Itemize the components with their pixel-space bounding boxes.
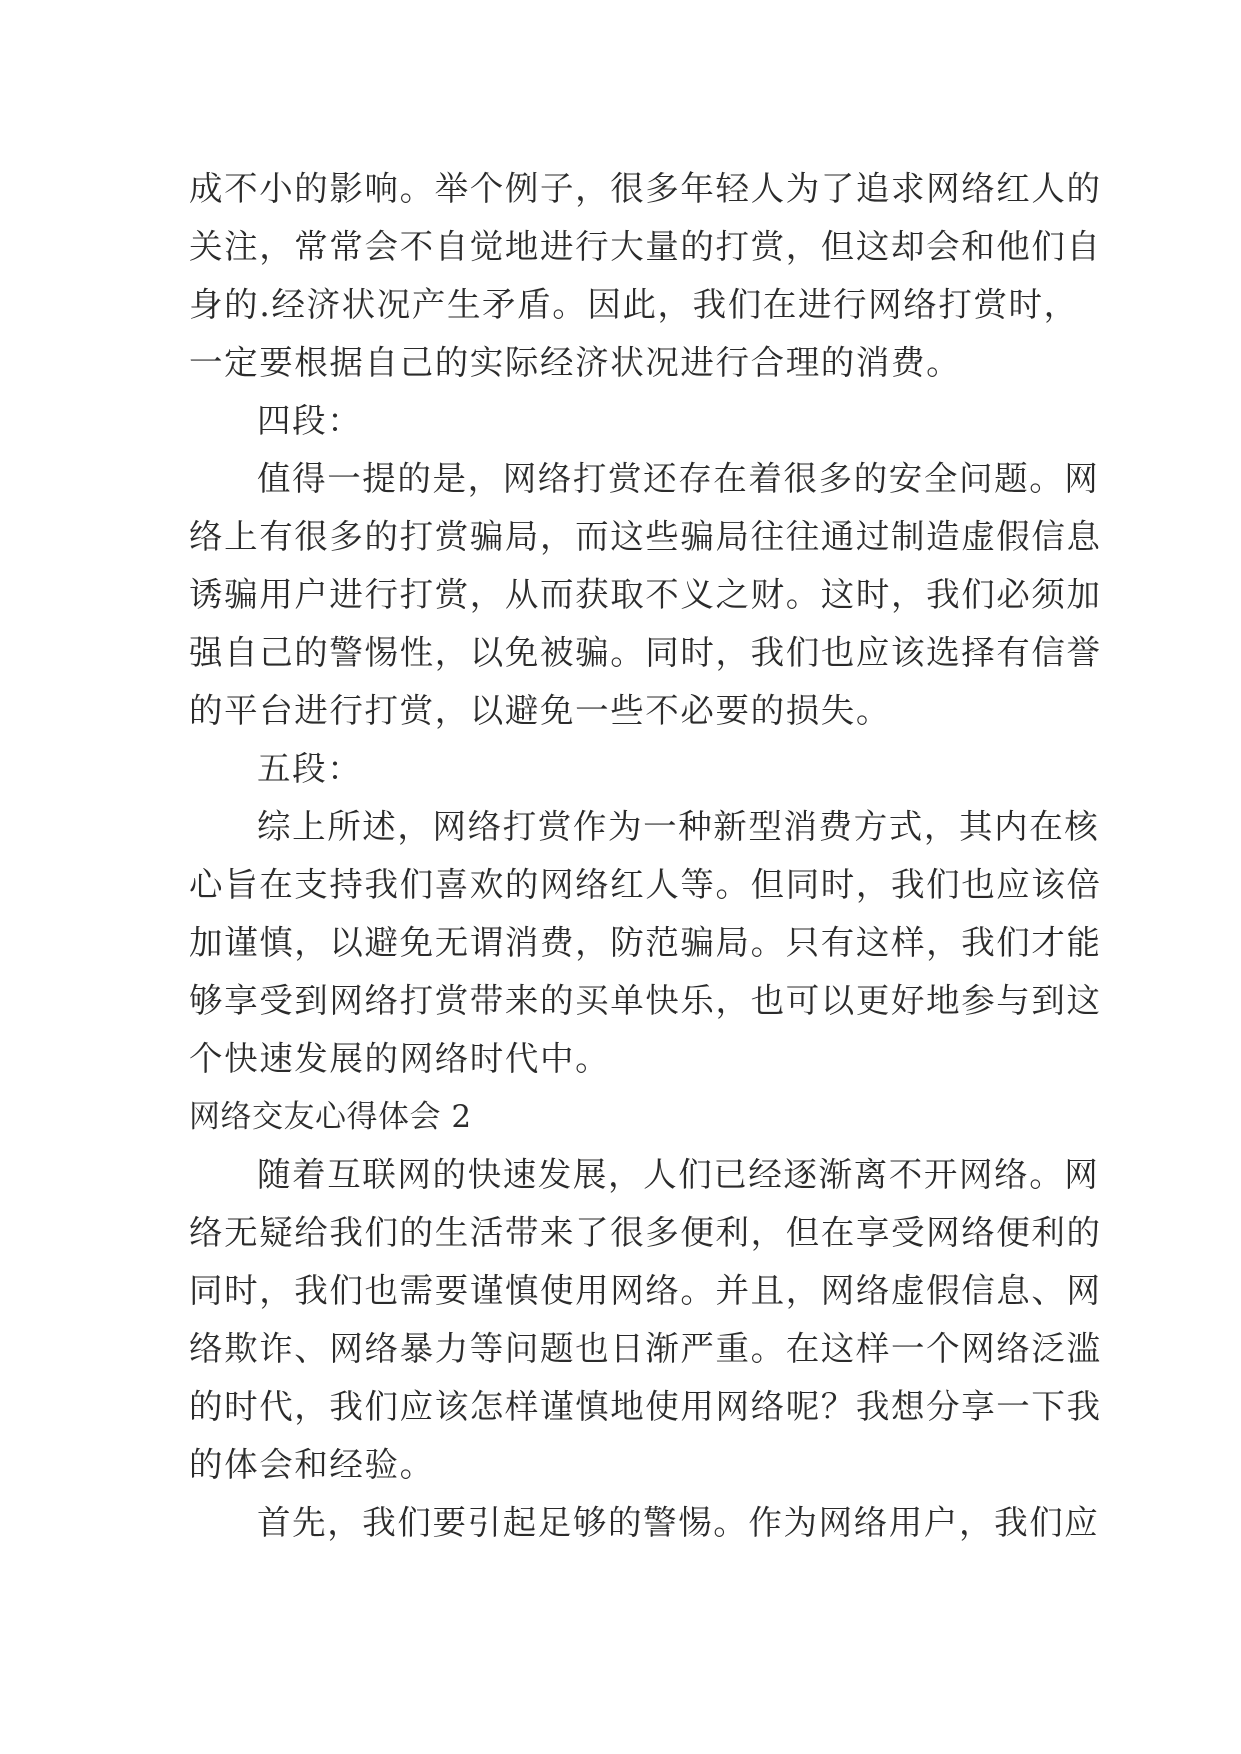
text-line: 强自己的警惕性，以免被骗。同时，我们也应该选择有信誉 [189, 633, 1102, 672]
text-line: 同时，我们也需要谨慎使用网络。并且，网络虚假信息、网 [189, 1271, 1102, 1310]
text-line: 随着互联网的快速发展，人们已经逐渐离不开网络。网 [257, 1155, 1100, 1194]
section-heading: 网络交友心得体会 2 [189, 1099, 472, 1135]
text-line: 身的.经济状况产生矛盾。因此，我们在进行网络打赏时， [189, 285, 1079, 324]
text-line: 络欺诈、网络暴力等问题也日渐严重。在这样一个网络泛滥 [189, 1329, 1102, 1368]
text-line: 首先，我们要引起足够的警惕。作为网络用户，我们应 [257, 1503, 1100, 1542]
text-line: 络无疑给我们的生活带来了很多便利，但在享受网络便利的 [189, 1213, 1102, 1252]
text-line: 个快速发展的网络时代中。 [189, 1039, 611, 1078]
text-line: 诱骗用户进行打赏，从而获取不义之财。这时，我们必须加 [189, 575, 1102, 614]
text-line: 的平台进行打赏，以避免一些不必要的损失。 [189, 691, 891, 730]
text-line: 够享受到网络打赏带来的买单快乐，也可以更好地参与到这 [189, 981, 1102, 1020]
text-line: 心旨在支持我们喜欢的网络红人等。但同时，我们也应该倍 [189, 865, 1102, 904]
section-label-five: 五段： [257, 749, 363, 788]
text-line: 的体会和经验。 [189, 1445, 435, 1484]
text-line: 加谨慎，以避免无谓消费，防范骗局。只有这样，我们才能 [189, 923, 1102, 962]
text-line: 综上所述，网络打赏作为一种新型消费方式，其内在核 [257, 807, 1100, 846]
text-line: 一定要根据自己的实际经济状况进行合理的消费。 [189, 343, 962, 382]
text-line: 络上有很多的打赏骗局，而这些骗局往往通过制造虚假信息 [189, 517, 1102, 556]
section-label-four: 四段： [257, 401, 363, 440]
text-line: 成不小的影响。举个例子，很多年轻人为了追求网络红人的 [189, 169, 1102, 208]
text-line: 关注，常常会不自觉地进行大量的打赏，但这却会和他们自 [189, 227, 1102, 266]
text-line: 的时代，我们应该怎样谨慎地使用网络呢？我想分享一下我 [189, 1387, 1102, 1426]
text-line: 值得一提的是，网络打赏还存在着很多的安全问题。网 [257, 459, 1100, 498]
document-body [189, 160, 1102, 1552]
